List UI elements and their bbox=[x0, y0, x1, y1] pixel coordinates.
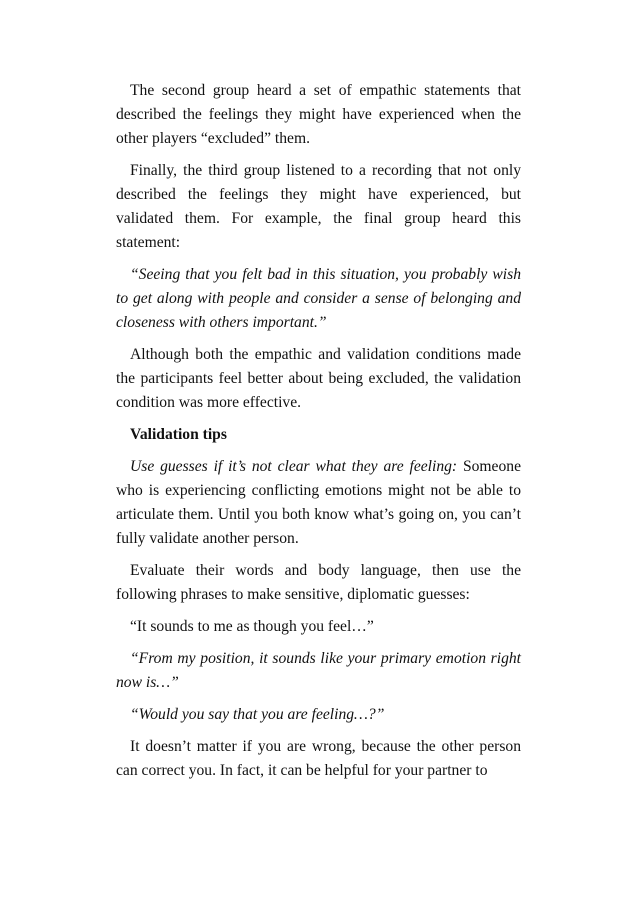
paragraph-wrong-guess: It doesn’t matter if you are wrong, because the other person can correct you. In fact, it can be helpful for your partner to bbox=[116, 738, 521, 779]
paragraph-third-group: Finally, the third group listened to a recording that not only described the feelings they might have experienced, but validated them. For example, the final group heard this statement: bbox=[116, 162, 521, 251]
phrase-example-1: “It sounds to me as though you feel…” bbox=[130, 618, 374, 635]
section-heading: Validation tips bbox=[130, 426, 227, 443]
paragraph-use-guesses bbox=[116, 455, 521, 551]
paragraph-conditions-result: Although both the empathic and validation conditions made the participants feel better about being excluded, the validation condition was more effective. bbox=[116, 346, 521, 411]
tip-lead-in: Use guesses if it’s not clear what they are feeling: bbox=[130, 458, 458, 475]
phrase-example-3: “Would you say that you are feeling…?” bbox=[130, 706, 385, 723]
paragraph-evaluate-words: Evaluate their words and body language, then use the following phrases to make sensitive, diplomatic guesses: bbox=[116, 562, 521, 603]
quote-validation-statement: “Seeing that you felt bad in this situation, you probably wish to get along with people and consider a sense of belonging and closeness with others important.” bbox=[116, 266, 521, 331]
phrase-example-2: “From my position, it sounds like your primary emotion right now is…” bbox=[116, 650, 521, 691]
tip-body: Someone who is experiencing conflicting emotions might not be able to articulate them. Until you both know what’s going on, you can’t fully validate another person. bbox=[116, 458, 521, 547]
paragraph-second-group: The second group heard a set of empathic statements that described the feelings they might have experienced when the other players “excluded” them. bbox=[116, 82, 521, 147]
document-page bbox=[116, 79, 521, 783]
